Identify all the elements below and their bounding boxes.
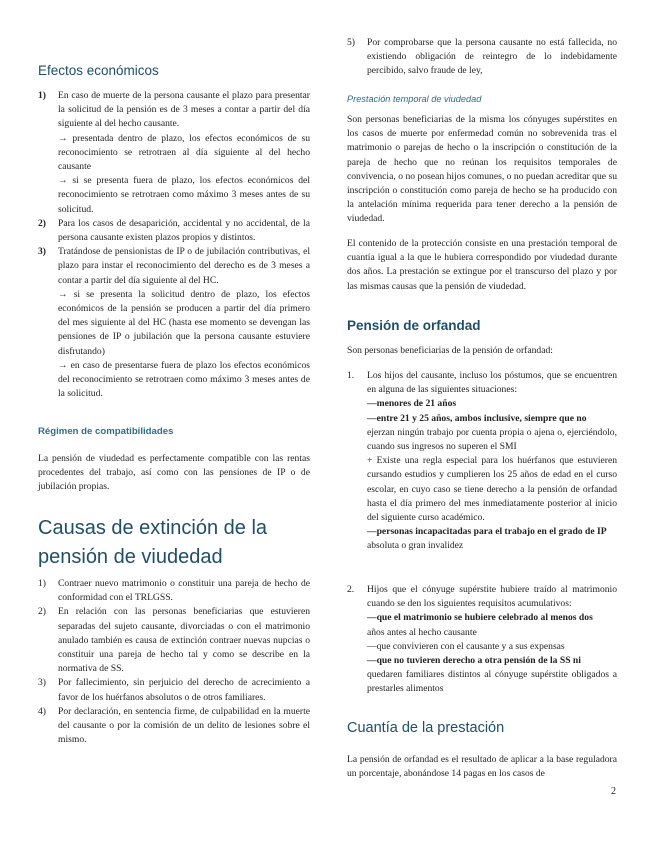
list-text: Para los casos de desaparición, accidental y no accidental, de la persona causante existen plazos propios y distintos. xyxy=(58,217,310,244)
orfandad-intro: Son personas beneficiarias de la pensión de orfandad: xyxy=(347,345,553,356)
list-item xyxy=(347,36,617,79)
list-number: 2) xyxy=(38,217,46,229)
list-number: 2) xyxy=(38,606,46,618)
causas-list-continued xyxy=(347,36,617,79)
list-item xyxy=(38,676,310,704)
list-number: 5) xyxy=(347,37,355,48)
temporal-paragraph: Son personas beneficiarias de la misma los cónyuges supérstites en los casos de muerte por enfermedad común no sobrevenida tras el matrimonio o parejas de hecho o la inscripción o constitución de la pareja de hecho que no reúnan los requisitos temporales de convivencia, o no posean hijos comunes, o no puedan acreditar que su inscripción o constitución como pareja de hecho se ha producido con la antelación mínima requerida para tener derecho a la pensión de viudedad. xyxy=(347,114,617,225)
orfandad-list xyxy=(347,369,617,554)
orfandad-list-2 xyxy=(347,583,617,697)
list-subtext: ejerzan ningún trabajo por cuenta propia o ajena o, ejerciéndolo, cuando sus ingresos no superen el SMI xyxy=(367,426,617,453)
list-item xyxy=(38,705,310,748)
list-subtext: —menores de 21 años xyxy=(367,398,457,410)
list-number: 3) xyxy=(38,246,46,258)
list-item xyxy=(38,245,310,401)
list-number: 4) xyxy=(38,705,46,717)
efectos-heading: Efectos económicos xyxy=(38,63,159,78)
list-subtext-bold: —que el matrimonio se hubiere celebrado al menos dos xyxy=(367,612,593,624)
list-subtext-bold: —entre 21 y 25 años, ambos inclusive, siempre que no xyxy=(367,412,587,424)
causas-heading xyxy=(38,514,318,572)
list-item xyxy=(347,369,617,554)
list-subtext: quedaren familiares distintos al cónyuge supérstite obligados a prestarles alimentos xyxy=(367,669,617,695)
list-item xyxy=(38,89,310,217)
list-text: En relación con las personas beneficiarias que estuvieren separadas del sujeto causante, divorciadas o con el matrimonio anulado también es causa de extinción contraer nuevas nupcias o constituir una pareja de hecho tal y como se describe en la normativa de SS. xyxy=(58,606,310,675)
cuantia-paragraph: La pensión de orfandad es el resultado de aplicar a la base reguladora un porcentaje, abonándose 14 pagas en los casos de xyxy=(347,754,617,780)
list-text: Por declaración, en sentencia firme, de culpabilidad en la muerte del causante o por la comisión de un delito de lesiones sobre el mismo. xyxy=(58,705,310,746)
cuantia-heading: Cuantía de la prestación xyxy=(347,720,505,736)
list-subtext: → presentada dentro de plazo, los efectos económicos de su reconocimiento se retrotraen al día siguiente al del hecho causante xyxy=(58,132,310,173)
list-text: Por fallecimiento, sin perjuicio del derecho de acrecimiento a favor de los huérfanos absolutos o de otros familiares. xyxy=(58,677,310,703)
causas-list xyxy=(38,577,310,747)
list-subtext: absoluta o gran invalidez xyxy=(367,540,464,552)
temporal-heading: Prestación temporal de viudedad xyxy=(347,94,482,104)
page-number: 2 xyxy=(611,786,616,797)
list-number: 3) xyxy=(38,677,46,689)
orfandad-heading: Pensión de orfandad xyxy=(347,318,481,333)
regimen-heading: Régimen de compatibilidades xyxy=(38,426,174,437)
list-item xyxy=(38,577,310,605)
list-subtext: + Existe una regla especial para los huérfanos que estuvieren cursando estudios y cumplieren los 25 años de edad en el curso escolar, en cuyo caso se tiene derecho a la pensión de orfandad hasta el día primero del mes inmediatamente posterior al inicio del siguiente curso académico. xyxy=(367,455,617,524)
causas-heading-line: Causas de extinción de la xyxy=(38,517,268,539)
list-text: En caso de muerte de la persona causante el plazo para presentar la solicitud de la pensión es de 3 meses a contar a partir del día siguiente al del hecho causante. xyxy=(58,90,310,130)
list-subtext: —que convivieren con el causante y a sus expensas xyxy=(367,640,565,652)
list-subtext: → si se presenta la solicitud dentro de plazo, los efectos económicos de la pensión se producen a partir del día primero del mes siguiente al del HC (hasta ese momento se devengan las pensiones de IP o jubilación que la persona causante estuviere disfrutando) xyxy=(58,288,310,357)
list-number: 2. xyxy=(347,584,355,595)
list-subtext-bold: —que no tuvieren derecho a otra pensión de la SS ni xyxy=(367,655,581,667)
list-text: Hijos que el cónyuge supérstite hubiere traído al matrimonio cuando se den los siguientes requisitos acumulativos: xyxy=(367,584,617,610)
list-number: 1. xyxy=(347,370,355,381)
list-subtext: → si se presenta fuera de plazo, los efectos económicos del reconocimiento se retrotraen como máximo 3 meses antes de su solicitud. xyxy=(58,175,310,215)
list-subtext: años antes al hecho causante xyxy=(367,626,477,638)
temporal-paragraph: El contenido de la protección consiste en una prestación temporal de cuantía igual a la que le hubiera correspondido por viudedad durante dos años. La prestación se extingue por el transcurso del plazo y por las mismas causas que la pensión de viudedad. xyxy=(347,238,617,292)
list-subtext: → en caso de presentarse fuera de plazo los efectos económicos del reconocimiento se retrotraen como máximo 3 meses antes de la solicitud. xyxy=(58,359,310,400)
list-text: Los hijos del causante, incluso los póstumos, que se encuentren en alguna de las siguientes situaciones: xyxy=(367,370,617,396)
list-item xyxy=(347,583,617,697)
list-item xyxy=(38,605,310,676)
causas-heading-line: pensión de viudedad xyxy=(38,546,223,568)
list-number: 1) xyxy=(38,578,46,589)
list-text: Por comprobarse que la persona causante no está fallecida, no existiendo obligación de reintegro de lo indebidamente percibido, salvo fraude de ley, xyxy=(367,37,617,77)
efectos-list xyxy=(38,89,310,401)
list-text: Contraer nuevo matrimonio o constituir una pareja de hecho de conformidad con el TRLGSS. xyxy=(58,578,310,604)
regimen-text: La pensión de viudedad es perfectamente compatible con las rentas procedentes del trabajo, así como con las pensiones de IP o de jubilación propias. xyxy=(38,453,310,493)
list-subtext-bold: —personas incapacitadas para el trabajo en el grado de IP xyxy=(367,526,607,538)
list-text: Tratándose de pensionistas de IP o de jubilación contributivas, el plazo para instar el reconocimiento del derecho es de 3 meses a contar a partir del día siguiente al del HC. xyxy=(58,246,310,286)
list-item xyxy=(38,217,310,245)
list-number: 1) xyxy=(38,90,46,101)
